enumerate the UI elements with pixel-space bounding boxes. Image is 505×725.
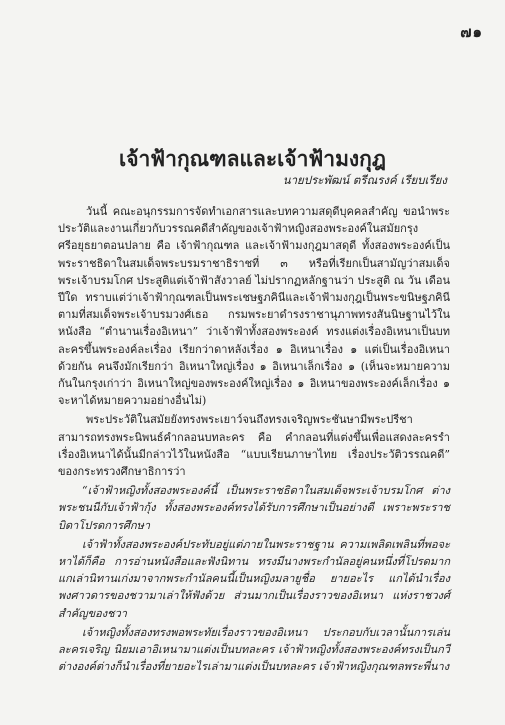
paragraph: วันนี้ คณะอนุกรรมการจัดทำเอกสารและบทความสดุดีบุคคลสำคัญ ขอนำพระประวัติและงานเกี่ยวกับวรรณคดีสำคัญของเจ้าฟ้าหญิงสองพระองค์ในสมัยกรุงศรีอยุธยาตอนปลาย คือ เจ้าฟ้ากุณฑล และเจ้าฟ้ามงกุฎมาสดุดี ทั้งสองพระองค์เป็นพระราชธิดาในสมเด็จพระบรมราชาธิราชที่ ๓ หรือที่เรียกเป็นสามัญว่าสมเด็จพระเจ้าบรมโกศ ประสูติแต่เจ้าฟ้าสังวาลย์ ไม่ปรากฏหลักฐานว่า ประสูติ ณ วัน เดือน ปีใด ทราบแต่ว่าเจ้าฟ้ากุณฑลเป็นพระเชษฐภคินีและเจ้าฟ้ามงกุฎเป็นพระขนิษฐภคินีตามที่สมเด็จพระเจ้าบรมวงศ์เธอ กรมพระยาดำรงราชานุภาพทรงสันนิษฐานไว้ในหนังสือ “ตำนานเรื่องอิเหนา” ว่าเจ้าฟ้าทั้งสองพระองค์ ทรงแต่งเรื่องอิเหนาเป็นบทละครขึ้นพระองค์ละเรื่อง เรียกว่าดาหลังเรื่อง ๑ อิเหนาเรื่อง ๑ แต่เป็นเรื่องอิเหนาด้วยกัน คนจึงมักเรียกว่า อิเหนาใหญ่เรื่อง ๑ อิเหนาเล็กเรื่อง ๑ (เห็นจะหมายความกันในกรุงเก่าว่า อิเหนาใหญ่ของพระองค์ใหญ่เรื่อง ๑ อิเหนาของพระองค์เล็กเรื่อง ๑ จะหาได้หมายความอย่างอื่นไม่) (58, 205, 450, 408)
page-title: เจ้าฟ้ากุณฑลและเจ้าฟ้ามงกุฎ (119, 146, 386, 171)
paragraph: เจ้าหญิงทั้งสองทรงพอพระทัยเรื่องราวของอิเหนา ประกอบกับเวลานั้นการเล่นละครเจริญ นิยมเอาอิเหนามาแต่งเป็นบทละคร เจ้าฟ้าหญิงทั้งสองพระองค์ทรงเป็นกวีต่างองค์ต่างก็นำเรื่องที่ยายอะไรเล่ามาแต่งเป็นบทละคร เจ้าฟ้าหญิงกุณฑลพระพี่นาง (58, 625, 450, 674)
paragraph: “เจ้าฟ้าหญิงทั้งสองพระองค์นี้ เป็นพระราชธิดาในสมเด็จพระเจ้าบรมโกศ ต่างพระชนนีกับเจ้าฟ้ากุ้ง ทั้งสองพระองค์ทรงได้รับการศึกษาเป็นอย่างดี เพราะพระราชบิดาโปรดการศึกษา (58, 484, 450, 532)
author-byline: นายประพัฒน์ ตรีณรงค์ เรียบเรียง (282, 173, 447, 187)
paragraph: พระประวัติในสมัยยังทรงพระเยาว์จนถึงทรงเจริญพระชันษามีพระปรีชาสามารถทรงพระนิพนธ์คำกลอนบทละคร คือ คำกลอนที่แต่งขึ้นเพื่อแสดงละครรำเรื่องอิเหนาได้นั้นมีกล่าวไว้ในหนังสือ “แบบเรียนภาษาไทย เรื่องประวัติวรรณคดี” ของกระทรวงศึกษาธิการว่า (58, 413, 450, 479)
article-body (58, 203, 450, 675)
paragraph: เจ้าฟ้าทั้งสองพระองค์ประทับอยู่แต่ภายในพระราชฐาน ความเพลิดเพลินที่พอจะหาได้ก็คือ การอ่านหนังสือและฟังนิทาน ทรงมีนางพระกำนัลอยู่คนหนึ่งที่โปรดมาก แกเล่านิทานเก่งมาจากพระกำนัลคนนี้เป็นหญิงมลายูชื่อ ยายอะไร แกได้นำเรื่องพงศาวดารของชวามาเล่าให้ฟังด้วย ส่วนมากเป็นเรื่องราวของอิเหนา แห่งราชวงศ์สำคัญของชวา (58, 537, 450, 620)
page-number: ๗๑ (460, 23, 483, 41)
